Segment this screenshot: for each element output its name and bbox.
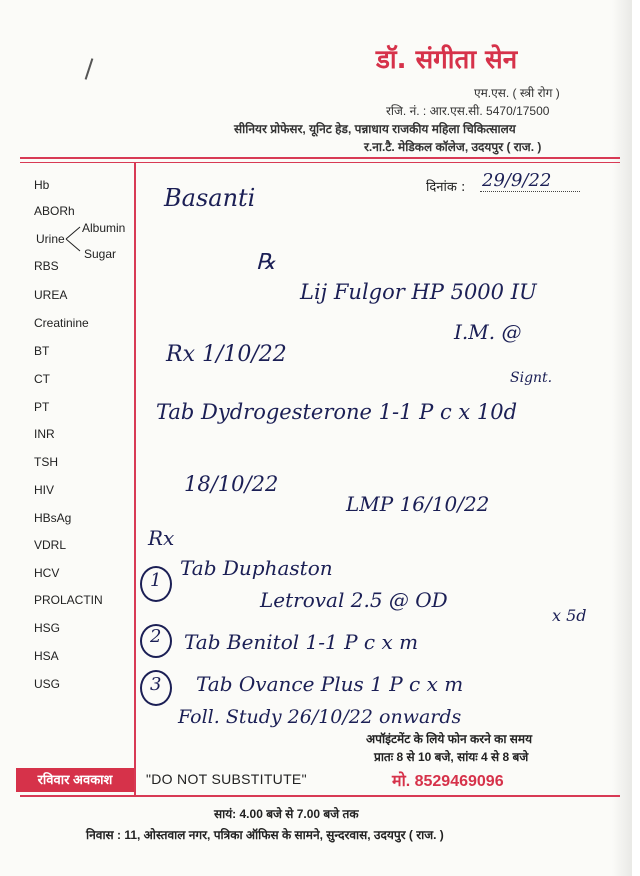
urine-bracket [64, 224, 84, 254]
doctor-name: डॉ. संगीता सेन [376, 45, 518, 75]
residence-address: निवास : 11, ओस्तवाल नगर, पत्रिका ऑफिस के सामने, सुन्दरवास, उदयपुर ( राज. ) [86, 828, 444, 842]
date-line [480, 191, 580, 192]
evening-hours: सायं: 4.00 बजे से 7.00 बजे तक [214, 807, 359, 821]
test-item: BT [34, 344, 50, 358]
header-rule-bottom [20, 162, 620, 163]
paper-edge [612, 0, 632, 876]
test-item: INR [34, 427, 55, 441]
test-item: CT [34, 372, 50, 386]
handwritten-line: Foll. Study 26/10/22 onwards [178, 706, 462, 728]
handwritten-line: Rx 1/10/22 [166, 342, 287, 367]
urine-albumin: Albumin [82, 221, 126, 235]
handwritten-patient-name: Basanti [164, 184, 256, 212]
handwritten-line: Lij Fulgor HP 5000 IU [300, 280, 537, 304]
rx-symbol: ℞ [256, 250, 276, 275]
header-rule-top [20, 157, 620, 159]
test-item: HSG [34, 621, 61, 635]
test-item: ABORh [34, 204, 75, 218]
designation: सीनियर प्रोफेसर, यूनिट हेड, पन्नाधाय राजकीय महिला चिकित्सालय [234, 122, 516, 136]
sunday-closed-badge: रविवार अवकाश [16, 768, 134, 792]
test-item: PROLACTIN [34, 593, 103, 607]
sidebar-divider [134, 163, 136, 795]
handwritten-line: LMP 16/10/22 [346, 492, 490, 516]
test-item: RBS [34, 259, 59, 273]
do-not-substitute: "DO NOT SUBSTITUTE" [146, 771, 307, 787]
urine-sugar: Sugar [84, 247, 117, 261]
handwritten-line: Tab Benitol 1-1 P c x m [184, 630, 419, 654]
date-label: दिनांक : [426, 180, 466, 195]
test-item: HSA [34, 649, 59, 663]
test-item: HCV [34, 566, 60, 580]
item-number: 3 [150, 674, 162, 695]
item-number: 1 [150, 570, 162, 591]
handwritten-line: 18/10/22 [184, 472, 279, 496]
handwritten-line: Tab Dydrogesterone 1-1 P c x 10d [156, 400, 518, 424]
test-item: HIV [34, 483, 55, 497]
appointment-title: अपॉइंटमेंट के लिये फोन करने का समय [366, 732, 533, 746]
footer-rule [20, 795, 620, 797]
test-item: VDRL [34, 538, 67, 552]
college: र.ना.टै. मेडिकल कॉलेज, उदयपुर ( राज. ) [364, 140, 542, 154]
phone-number: मो. 8529469096 [392, 773, 504, 790]
handwritten-line: Tab Duphaston [180, 556, 333, 580]
handwritten-line: I.M. @ [454, 320, 522, 344]
test-item: UREA [34, 288, 68, 302]
handwritten-line: Letroval 2.5 @ OD [260, 588, 448, 612]
test-item: HBsAg [34, 511, 72, 525]
handwritten-signature: Signt. [510, 370, 553, 386]
item-number: 2 [150, 626, 162, 647]
qualification: एम.एस. ( स्त्री रोग ) [474, 86, 560, 100]
handwritten-date: 29/9/22 [482, 170, 552, 191]
test-item: PT [34, 400, 50, 414]
handwritten-line: Tab Ovance Plus 1 P c x m [196, 672, 464, 696]
test-item: Creatinine [34, 316, 89, 330]
test-item-urine: Urine [36, 232, 65, 246]
appointment-timing: प्रातः 8 से 10 बजे, सांयः 4 से 8 बजे [374, 750, 529, 764]
rx-label: Rx [148, 526, 175, 550]
handwritten-line: x 5d [552, 606, 587, 625]
test-item: Hb [34, 178, 50, 192]
test-item: USG [34, 677, 61, 691]
test-item: TSH [34, 455, 58, 469]
registration-number: रजि. नं. : आर.एस.सी. 5470/17500 [386, 104, 550, 118]
